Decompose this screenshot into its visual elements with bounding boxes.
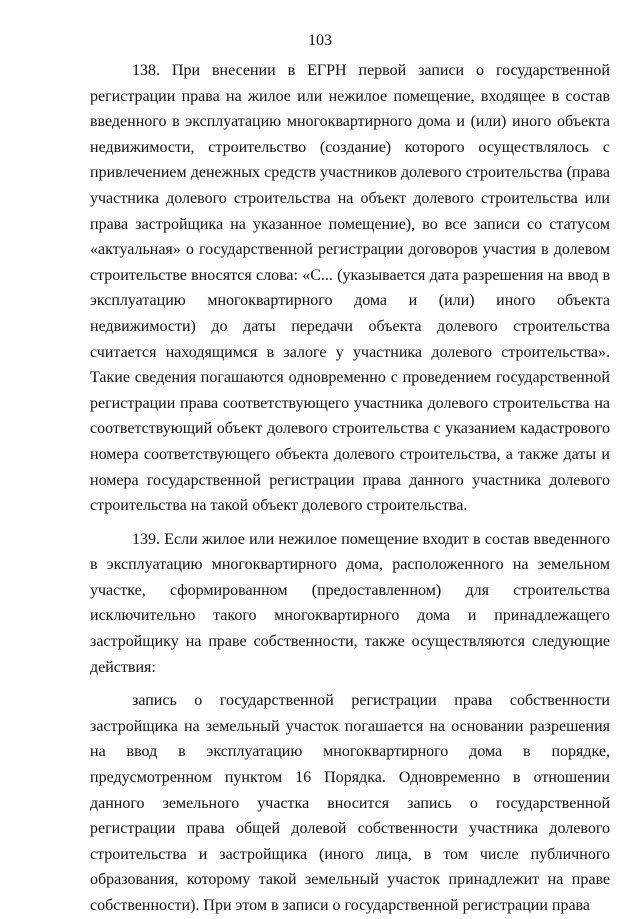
page-number: 103 bbox=[308, 32, 332, 49]
document-body bbox=[90, 58, 610, 919]
paragraph-139-action: запись о государственной регистрации права собственности застройщика на земельный участок погашается на основании разрешения на ввод в эксплуатацию многоквартирного дома в порядке, предусмотренном пунктом 16 Порядка. Одновременно в отношении данного земельного участка вносится запись о государственной регистрации права общей долевой собственности участника долевого строительства и застройщика (иного лица, в том числе публичного образования, которому такой земельный участок принадлежит на праве собственности). При этом в записи о государственной регистрации права bbox=[90, 692, 610, 914]
paragraph-138: 138. При внесении в ЕГРН первой записи о государственной регистрации права на жилое или нежилое помещение, входящее в состав введенного в эксплуатацию многоквартирного дома и (или) иного объекта недвижимости, строительство (создание) которого осуществлялось с привлечением денежных средств участников долевого строительства (права участника долевого строительства на объект долевого строительства или права застройщика на указанное помещение), во все записи со статусом «актуальная» о государственной регистрации договоров участия в долевом строительстве вносятся слова: «С... (указывается дата разрешения на ввод в эксплуатацию многоквартирного дома и (или) иного объекта недвижимости) до даты передачи объекта долевого строительства считается находящимся в залоге у участника долевого строительства». Такие сведения погашаются одновременно с проведением государственной регистрации права соответствующего участника долевого строительства на соответствующий объект долевого строительства с указанием кадастрового номера соответствующего объекта долевого строительства, а также даты и номера государственной регистрации права данного участника долевого строительства на такой объект долевого строительства. bbox=[90, 62, 610, 515]
paragraph-139: 139. Если жилое или нежилое помещение входит в состав введенного в эксплуатацию многоквартирного дома, расположенного на земельном участке, сформированном (предоставленном) для строительства исключительно такого многоквартирного дома и принадлежащего застройщику на праве собственности, также осуществляются следующие действия: bbox=[90, 530, 610, 676]
